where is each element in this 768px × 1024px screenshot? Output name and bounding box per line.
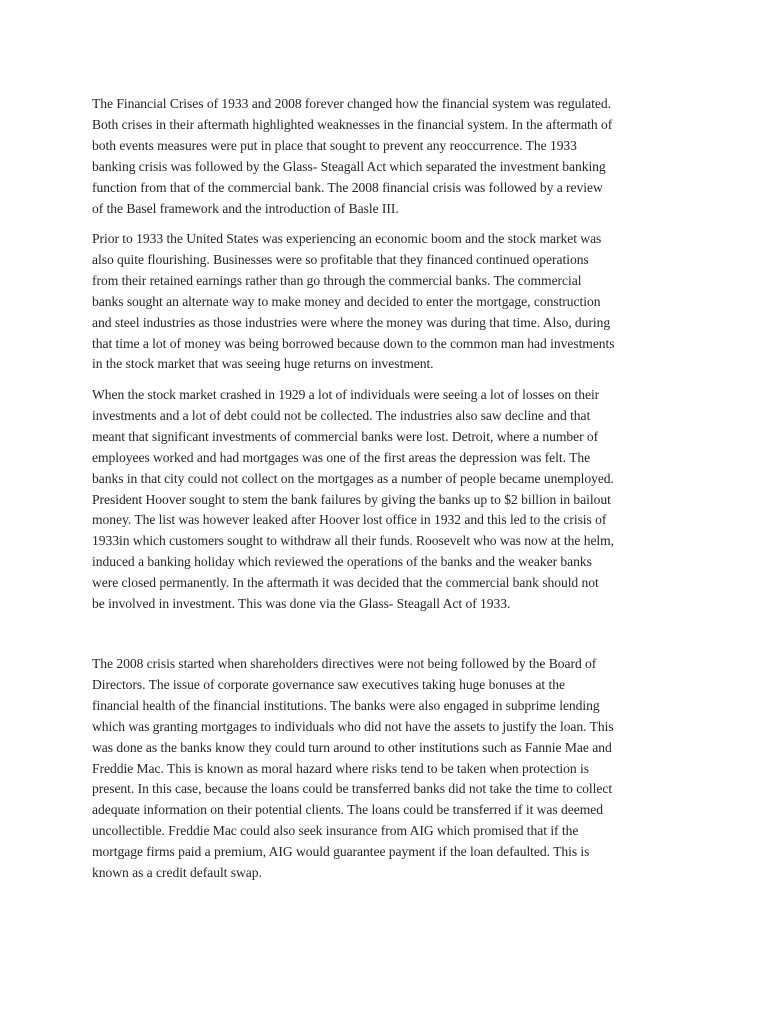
text-line: were closed permanently. In the aftermath it was decided that the commercial bank should not — [92, 575, 599, 591]
text-line: of the Basel framework and the introduction of Basle III. — [92, 200, 399, 216]
text-line: The 2008 crisis started when shareholders directives were not being followed by the Board of — [92, 656, 597, 671]
text-line: adequate information on their potential clients. The loans could be transferred if it was deemed — [92, 802, 603, 818]
text-line: Freddie Mac. This is known as moral hazard where risks tend to be taken when protection is — [92, 760, 589, 776]
paragraph-pre-1933 — [92, 229, 615, 375]
text-line: induced a banking holiday which reviewed the operations of the banks and the weaker banks — [92, 554, 592, 570]
text-line: money. The list was however leaked after Hoover lost office in 1932 and this led to the crisis of — [92, 512, 607, 528]
text-line: which was granting mortgages to individuals who did not have the assets to justify the loan. This — [92, 718, 614, 734]
text-line: known as a credit default swap. — [92, 865, 262, 881]
text-line: was done as the banks know they could turn around to other institutions such as Fannie Mae and — [92, 739, 612, 755]
text-line: function from that of the commercial bank. The 2008 financial crisis was followed by a review — [92, 179, 603, 195]
text-line: banking crisis was followed by the Glass- Steagall Act which separated the investment banking — [92, 158, 606, 174]
text-line: When the stock market crashed in 1929 a lot of individuals were seeing a lot of losses on their — [92, 387, 600, 402]
paragraph-2008-crisis — [92, 654, 614, 884]
paragraph-1929-crash — [92, 385, 614, 615]
text-line: present. In this case, because the loans could be transferred banks did not take the time to collect — [92, 781, 613, 797]
text-line: that time a lot of money was being borrowed because down to the common man had investments — [92, 335, 615, 351]
text-line: 1933in which customers sought to withdraw all their funds. Roosevelt who was now at the helm, — [92, 533, 615, 549]
text-line: employees worked and had mortgages was one of the first areas the depression was felt. The — [92, 449, 591, 465]
text-line: The Financial Crises of 1933 and 2008 forever changed how the financial system was regulated. — [92, 96, 611, 111]
text-line: meant that significant investments of commercial banks were lost. Detroit, where a number of — [92, 428, 599, 444]
text-line: in the stock market that was seeing huge returns on investment. — [92, 356, 434, 372]
text-line: Directors. The issue of corporate governance saw executives taking huge bonuses at the — [92, 676, 565, 692]
text-line: uncollectible. Freddie Mac could also seek insurance from AIG which promised that if the — [92, 823, 579, 839]
text-line: investments and a lot of debt could not be collected. The industries also saw decline and that — [92, 407, 591, 423]
text-line: both events measures were put in place that sought to prevent any reoccurrence. The 1933 — [92, 137, 577, 153]
text-line: from their retained earnings rather than go through the commercial banks. The commercial — [92, 272, 582, 288]
text-line: Both crises in their aftermath highlighted weaknesses in the financial system. In the aftermath of — [92, 116, 613, 132]
text-line: also quite flourishing. Businesses were so profitable that they financed continued operations — [92, 251, 589, 267]
paragraph-intro — [92, 94, 612, 219]
text-line: financial health of the financial institutions. The banks were also engaged in subprime lending — [92, 697, 600, 713]
text-line: Prior to 1933 the United States was experiencing an economic boom and the stock market was — [92, 231, 602, 246]
text-line: banks sought an alternate way to make money and decided to enter the mortgage, construction — [92, 293, 601, 309]
text-line: mortgage firms paid a premium, AIG would guarantee payment if the loan defaulted. This is — [92, 844, 590, 860]
text-line: be involved in investment. This was done via the Glass- Steagall Act of 1933. — [92, 596, 511, 612]
text-line: and steel industries as those industries were where the money was during that time. Also, during — [92, 314, 611, 330]
text-line: banks in that city could not collect on the mortgages as a number of people became unemployed. — [92, 470, 614, 486]
text-line: President Hoover sought to stem the bank failures by giving the banks up to $2 billion in bailout — [92, 491, 611, 507]
